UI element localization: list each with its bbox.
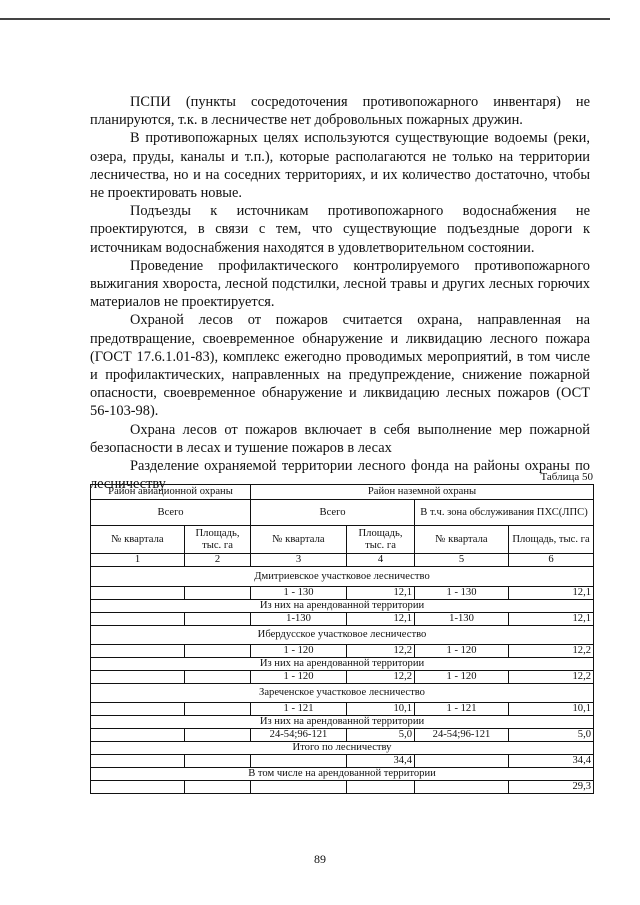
table-cell: 12,2 xyxy=(347,644,415,657)
table-row xyxy=(91,670,594,683)
section-title: В том числе на арендованной территории xyxy=(91,767,594,780)
section-title: Из них на арендованной территории xyxy=(91,599,594,612)
header-kvartal: № квартала xyxy=(415,526,509,554)
paragraph: Проведение профилактического контролируемого противопожарного выжигания хвороста, лесной подстилки, лесной травы и других лесных горючих материалов не проектируется. xyxy=(90,257,590,311)
table-cell: 12,2 xyxy=(347,670,415,683)
header-area: Площадь, тыс. га xyxy=(347,526,415,554)
table-cell xyxy=(91,670,185,683)
column-number: 1 xyxy=(91,554,185,567)
section-title: Ибердусское участковое лесничество xyxy=(91,625,594,644)
table-cell xyxy=(415,754,509,767)
table-cell xyxy=(91,728,185,741)
table-cell: 1 - 120 xyxy=(415,670,509,683)
table-cell xyxy=(251,754,347,767)
section-title: Дмитриевское участковое лесничество xyxy=(91,567,594,587)
table-cell xyxy=(185,754,251,767)
table-cell: 1 - 121 xyxy=(415,702,509,715)
table-cell: 12,1 xyxy=(347,587,415,600)
column-number: 3 xyxy=(251,554,347,567)
page-number: 89 xyxy=(314,852,326,866)
paragraph: ПСПИ (пункты сосредоточения противопожарного инвентаря) не планируются, т.к. в лесничестве нет добровольных пожарных дружин. xyxy=(90,94,590,129)
table-cell: 34,4 xyxy=(509,754,594,767)
table-cell: 5,0 xyxy=(509,728,594,741)
table-cell xyxy=(185,702,251,715)
table-cell xyxy=(347,780,415,793)
column-number: 5 xyxy=(415,554,509,567)
paragraph: Разделение охраняемой территории лесного фонда на районы охраны по лесничеству xyxy=(90,458,590,493)
header-zone: В т.ч. зона обслуживания ПХС(ЛПС) xyxy=(415,500,594,526)
section-title: Из них на арендованной территории xyxy=(91,715,594,728)
paragraph: Подъезды к источникам противопожарного водоснабжения не проектируются, в связи с тем, что существующие подъездные дороги к источникам водоснабжения находятся в удовлетворительном состоянии. xyxy=(90,203,590,256)
column-number: 4 xyxy=(347,554,415,567)
table-cell: 1 - 120 xyxy=(251,670,347,683)
body-text xyxy=(90,93,590,493)
header-total-avia: Всего xyxy=(91,500,251,526)
paragraph: В противопожарных целях используются существующие водоемы (реки, озера, пруды, каналы и т.п.), которые располагаются не только на территории лесничества, но и на соседних территориях, и их количество достаточно, чтобы не проектировать новые. xyxy=(90,130,590,202)
table-row xyxy=(91,728,594,741)
table-cell: 24-54;96-121 xyxy=(251,728,347,741)
table-cell xyxy=(91,702,185,715)
table-cell xyxy=(185,587,251,600)
section-title: Итого по лесничеству xyxy=(91,741,594,754)
paragraph: Охрана лесов от пожаров включает в себя выполнение мер пожарной безопасности в лесах и тушение пожаров в лесах xyxy=(90,421,590,456)
table-cell: 24-54;96-121 xyxy=(415,728,509,741)
header-area: Площадь, тыс. га xyxy=(509,526,594,554)
section-title: Из них на арендованной территории xyxy=(91,657,594,670)
table-caption: Таблица 50 xyxy=(540,471,593,483)
header-avia: Район авиационной охраны xyxy=(91,485,251,500)
table-cell: 12,1 xyxy=(509,612,594,625)
table-row xyxy=(91,644,594,657)
table-cell xyxy=(91,754,185,767)
table-cell xyxy=(415,780,509,793)
section-title: Зареченское участковое лесничество xyxy=(91,683,594,702)
table-row xyxy=(91,702,594,715)
table-cell: 1-130 xyxy=(251,612,347,625)
table-sections xyxy=(91,567,594,794)
table-cell: 10,1 xyxy=(509,702,594,715)
table-cell: 34,4 xyxy=(347,754,415,767)
column-number: 6 xyxy=(509,554,594,567)
table-cell: 12,1 xyxy=(509,587,594,600)
table-cell xyxy=(91,587,185,600)
header-area: Площадь, тыс. га xyxy=(185,526,251,554)
table-cell: 1 - 130 xyxy=(251,587,347,600)
table-cell xyxy=(251,780,347,793)
table-cell: 1 - 120 xyxy=(251,644,347,657)
header-kvartal: № квартала xyxy=(91,526,185,554)
paragraph: Охраной лесов от пожаров считается охрана, направленная на предотвращение, своевременное обнаружение и ликвидацию лесного пожара (ГОСТ 17.6.1.01-83), комплекс ежегодно проводимых мероприятий, в том числе и профилактических, направленных на предупреждение, снижение пожарной опасности, своевременное обнаружение и ликвидацию лесных пожаров (ОСТ 56-103-98). xyxy=(90,312,590,420)
table-cell: 1 - 121 xyxy=(251,702,347,715)
table-cell xyxy=(91,644,185,657)
table-cell xyxy=(185,612,251,625)
table-cell xyxy=(185,670,251,683)
table-row xyxy=(91,754,594,767)
table-cell: 12,2 xyxy=(509,670,594,683)
column-number: 2 xyxy=(185,554,251,567)
header-ground: Район наземной охраны xyxy=(251,485,594,500)
table-cell: 12,1 xyxy=(347,612,415,625)
table-cell: 1 - 130 xyxy=(415,587,509,600)
table-row xyxy=(91,587,594,600)
table-cell xyxy=(91,612,185,625)
table-cell xyxy=(185,780,251,793)
table-cell: 10,1 xyxy=(347,702,415,715)
table-cell: 1 - 120 xyxy=(415,644,509,657)
table-cell: 29,3 xyxy=(509,780,594,793)
table-row xyxy=(91,780,594,793)
table-cell: 12,2 xyxy=(509,644,594,657)
header-total-ground: Всего xyxy=(251,500,415,526)
top-rule xyxy=(0,18,610,20)
table-cell: 1-130 xyxy=(415,612,509,625)
protection-zones-table xyxy=(90,484,594,794)
table-cell: 5,0 xyxy=(347,728,415,741)
table-cell xyxy=(185,728,251,741)
table-cell xyxy=(91,780,185,793)
table-row xyxy=(91,612,594,625)
table-cell xyxy=(185,644,251,657)
header-kvartal: № квартала xyxy=(251,526,347,554)
